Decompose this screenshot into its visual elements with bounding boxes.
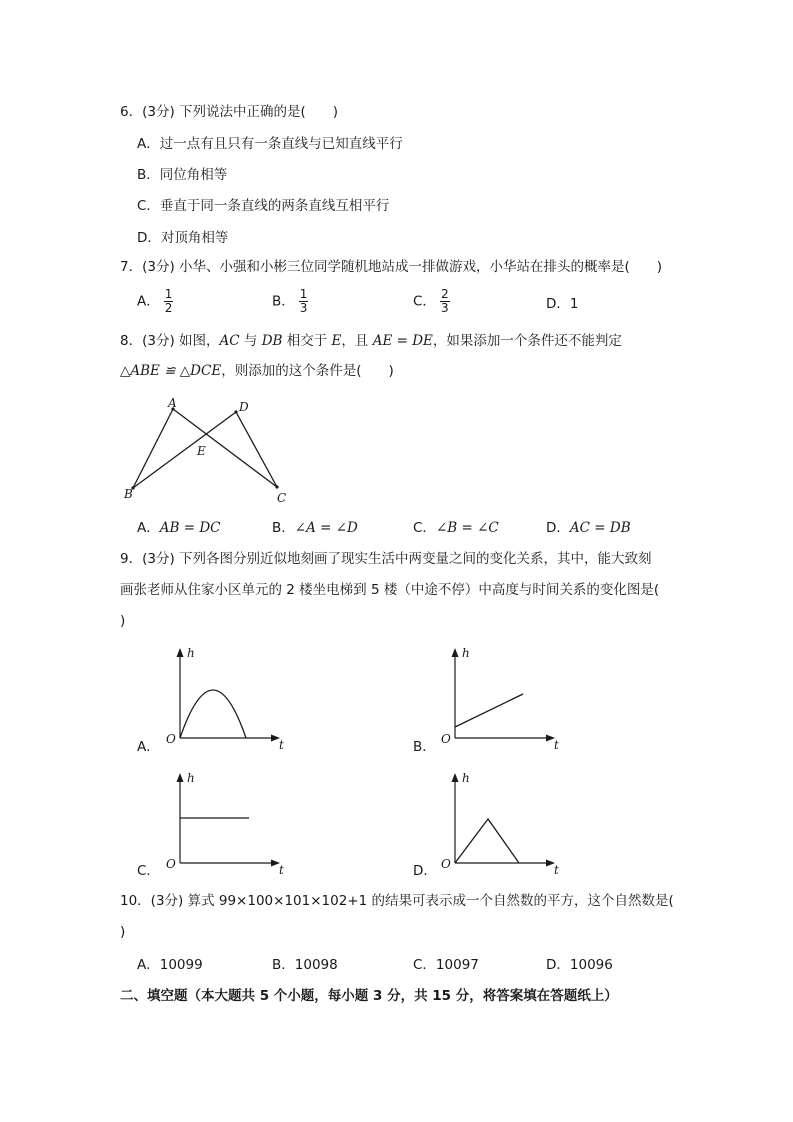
q8-option-a-value: AB = DC xyxy=(159,520,221,536)
q7-option-b-label: B． xyxy=(272,293,295,310)
q7-option-b-numerator: 1 xyxy=(299,287,308,301)
q7-option-a-fraction xyxy=(164,288,174,315)
q8-dot-d xyxy=(234,410,237,413)
q9-stem-line1: 9．(3分) 下列各图分别近似地刻画了现实生活中两变量之间的变化关系，其中，能大致刻 xyxy=(120,551,652,567)
q8-option-b-value: ∠A = ∠D xyxy=(294,520,358,536)
q9-option-c-label: C． xyxy=(137,863,160,879)
q8-option-b-label: B． xyxy=(272,520,295,536)
q8-line-ab xyxy=(133,409,173,488)
q9-graph-a xyxy=(160,645,300,755)
q6-option-c: C．垂直于同一条直线的两条直线互相平行 xyxy=(137,198,390,214)
q8-segment-db: DB xyxy=(261,333,283,349)
q8-with: 与 xyxy=(239,333,262,349)
q9-option-d-label: D． xyxy=(413,863,437,879)
q8-label-a: A xyxy=(168,396,177,410)
q8-stem-part2: ，如果添加一个条件还不能判定 xyxy=(432,333,622,349)
q7-option-b-fraction xyxy=(299,288,309,315)
q8-stem-line2 xyxy=(120,362,394,380)
graph-c-origin: O xyxy=(166,857,176,871)
q8-line-db xyxy=(133,412,236,488)
q7-option-a-label: A． xyxy=(137,293,160,310)
q8-line-dc xyxy=(236,412,277,487)
q6-option-b: B．同位角相等 xyxy=(137,167,228,183)
graph-a-t-label: t xyxy=(279,738,284,752)
q8-option-d-label: D． xyxy=(546,520,570,536)
graph-c-t-label: t xyxy=(279,863,284,877)
q8-label-e: E xyxy=(197,444,206,458)
q9-stem-line3: ) xyxy=(120,613,126,629)
q10-stem-line2: ) xyxy=(120,924,126,940)
graph-d-y-arrow xyxy=(452,773,459,782)
q6-option-a: A．过一点有且只有一条直线与已知直线平行 xyxy=(137,136,403,152)
graph-d-t-label: t xyxy=(554,863,559,877)
q8-intersect: 相交于 xyxy=(282,333,332,349)
graph-c-y-arrow xyxy=(177,773,184,782)
graph-d-triangle xyxy=(455,819,519,863)
q7-option-d: D．1 xyxy=(546,296,579,312)
q8-option-c-value: ∠B = ∠C xyxy=(435,520,499,536)
q9-graph-b xyxy=(435,645,575,755)
q8-figure xyxy=(115,395,295,510)
graph-b-line xyxy=(455,694,523,727)
q9-stem-line2: 画张老师从住家小区单元的 2 楼坐电梯到 5 楼（中途不停）中高度与时间关系的变化图是( xyxy=(120,582,660,598)
q6-option-d: D．对顶角相等 xyxy=(137,230,229,246)
q6-stem: 6．(3分) 下列说法中正确的是( ) xyxy=(120,104,339,120)
q9-graph-d xyxy=(435,770,575,880)
graph-a-h-label: h xyxy=(187,646,195,660)
graph-a-y-arrow xyxy=(177,648,184,657)
q8-option-d-value: AC = DB xyxy=(569,520,631,536)
q8-segment-ac: AC xyxy=(219,333,240,349)
q7-option-c-fraction xyxy=(440,288,450,315)
q8-option-a xyxy=(137,519,220,537)
q8-condition-ae-de: AE = DE xyxy=(372,333,433,349)
q7-option-c-numerator: 2 xyxy=(440,287,449,301)
graph-a-origin: O xyxy=(166,732,176,746)
q10-option-d: D．10096 xyxy=(546,957,613,973)
q10-stem-line1: 10．(3分) 算式 99×100×101×102+1 的结果可表示成一个自然数的平方，这个自然数是( xyxy=(120,893,674,909)
q7-option-c xyxy=(413,288,450,315)
q7-option-c-label: C． xyxy=(413,293,436,310)
q9-option-a-label: A． xyxy=(137,739,160,755)
q7-option-b xyxy=(272,288,308,315)
q7-option-c-denominator: 3 xyxy=(440,301,449,315)
q8-and: ，且 xyxy=(341,333,373,349)
q10-option-c: C．10097 xyxy=(413,957,479,973)
graph-b-h-label: h xyxy=(462,646,470,660)
q8-option-c-label: C． xyxy=(413,520,436,536)
q7-option-a-denominator: 2 xyxy=(164,301,173,315)
q7-option-a xyxy=(137,288,173,315)
graph-d-origin: O xyxy=(441,857,451,871)
q7-stem: 7．(3分) 小华、小强和小彬三位同学随机地站成一排做游戏，小华站在排头的概率是( ) xyxy=(120,259,663,275)
q8-label-b: B xyxy=(124,487,133,501)
q8-stem-part1: 8．(3分) 如图， xyxy=(120,333,220,349)
q8-option-d xyxy=(546,519,631,537)
q8-stem-part3: ，则添加的这个条件是( ) xyxy=(221,363,394,379)
q10-option-a: A．10099 xyxy=(137,957,203,973)
q8-stem-line1 xyxy=(120,332,622,350)
q8-option-b xyxy=(272,519,358,537)
q8-label-c: C xyxy=(277,491,287,505)
graph-b-t-label: t xyxy=(554,738,559,752)
q9-graph-c xyxy=(160,770,300,880)
q7-option-b-denominator: 3 xyxy=(299,301,308,315)
q9-option-b-label: B． xyxy=(413,739,436,755)
q8-triangle-congruence: △ABE ≌ △DCE xyxy=(120,363,222,379)
q8-label-d: D xyxy=(239,400,249,414)
q8-dot-c xyxy=(275,485,278,488)
graph-d-h-label: h xyxy=(462,771,470,785)
q7-option-a-numerator: 1 xyxy=(164,287,173,301)
q8-option-a-label: A． xyxy=(137,520,160,536)
q8-option-c xyxy=(413,519,499,537)
graph-b-y-arrow xyxy=(452,648,459,657)
q10-option-b: B．10098 xyxy=(272,957,338,973)
graph-a-curve xyxy=(180,690,246,738)
graph-c-h-label: h xyxy=(187,771,195,785)
q8-point-e: E xyxy=(331,333,342,349)
section-2-heading: 二、填空题（本大题共 5 个小题，每小题 3 分，共 15 分，将答案填在答题纸上） xyxy=(120,988,618,1004)
graph-b-origin: O xyxy=(441,732,451,746)
